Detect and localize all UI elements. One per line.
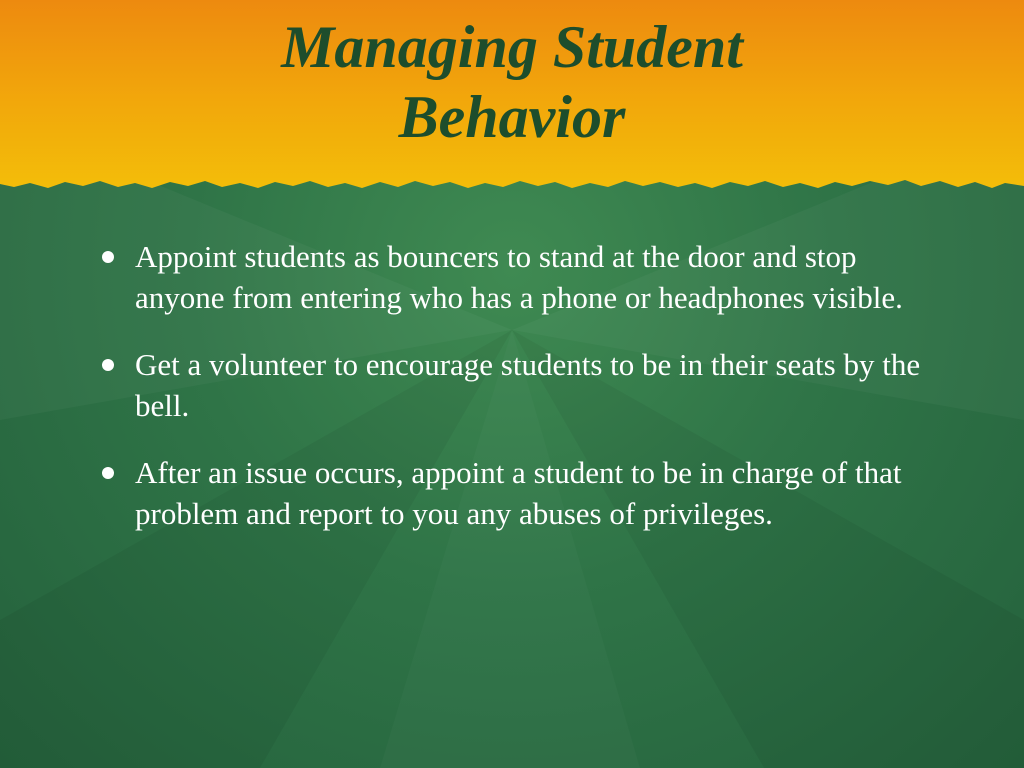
bullet-item bbox=[100, 236, 940, 318]
slide-title bbox=[0, 12, 1024, 152]
bullet-text: Get a volunteer to encourage students to be in their seats by the bell. bbox=[135, 347, 921, 423]
bullet-text: Appoint students as bouncers to stand at the door and stop anyone from entering who has a phone or headphones visible. bbox=[135, 239, 903, 315]
bullet-item bbox=[100, 452, 940, 534]
bullet-dot-icon bbox=[102, 251, 114, 263]
bullet-dot-icon bbox=[102, 359, 114, 371]
bullet-item bbox=[100, 344, 940, 426]
slide-title-line-2: Behavior bbox=[398, 84, 626, 150]
bullet-list bbox=[100, 236, 940, 560]
bullet-dot-icon bbox=[102, 467, 114, 479]
bullet-text: After an issue occurs, appoint a student to be in charge of that problem and report to you any abuses of privileges. bbox=[135, 455, 902, 531]
slide-title-line-1: Managing Student bbox=[281, 14, 743, 80]
